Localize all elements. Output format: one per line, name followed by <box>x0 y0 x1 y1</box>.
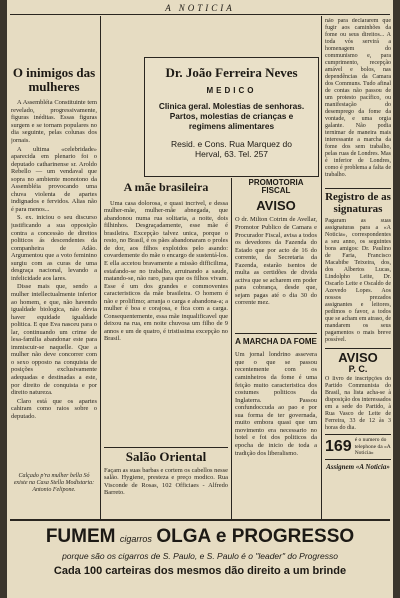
doctor-ad <box>144 57 319 177</box>
left-article-paragraph: A Assembléia Constituinte tem revelado, progressivamente, figuras inéditas. Essas figuras surgem e se tornam populares no dia seguinte, pelas colunas dos jornais. <box>11 99 97 145</box>
left-article-title: O inimigos das mulheres <box>12 65 96 94</box>
mae-article-paragraph: Uma casa dolorosa, e quasi incrivel, e dessa mulher-mãe, mulher-mãe abnegada, que abandonou numa rua solitaria, a noite, dois filhinhos. Desgraçadamente, esse mãe é brasileira. Excepção talvez unica, porque o resto, no Brasil, é os pães abandonaram o proles de dor, aos filhos exploidos pelo asando: covardemente do mãe o encargo de sustentá-los. E ella accetou bravamente a missão difficilima, estafando-se no trabalho, arruinando a saude, matando-se, não raro, para que os filhos vivam. Esse é um dos grandes e commoventes caracteristicos da mãe brasileira. O homem é não e prolifimo; arranja o carga e abandona-a; a mulher é boa e corajosa, e fica com a carga. Consequentemente, essa mãe inqualificavel que deixou na rua, em noite chuvosa um filho de 9 annos e um de quatro, é tristissima excepção no Brasil. <box>104 199 228 343</box>
assign-text: Assignem «A Noticia» <box>326 462 390 471</box>
left-article-paragraph: Disse mais que, sendo a mulher intellectualmente inferior ao homem, e que, não havendo igualdade biologica, não devia haver equidade igualdade politica. E que Eva nasceu para o lar, continuando um crime de lesa-familia abandonar este para immiscuir-se naquelle. Que a mulher não deve concorrer com o sexo opposto na conquista de posições exclusivamente adequadas e destinadas a este, por direito de conquista e por direito natureza. <box>11 283 97 397</box>
right-top-text: não para declararem que fugir aos caminhões da fome ou seus direitos... A toda vós servirá a homenagem do communismo e, para cumprimento, recepção amável e bolos, nas dependências da Camara dos Communs. Tudo afinal de contas não passou de um protesto pacífico, ou manifestação do desemprego da fome da vontade, e uma orgia galante. Não podia ternimar de maneira mais interessante a marcha da fome dos sem trabalho, pelas ruas de Londres. Mas é inferior de Londres, como é problema a falta de trabalho. <box>325 18 391 178</box>
left-article-footnote: Calçado p'ra mulher bella Só existe na Casa Stella Modistaria: Antonio Felipone. <box>13 473 95 493</box>
column-divider <box>321 16 322 521</box>
salao-body: Façam as suas barbas e cortem os cabellos nesse salão. Hygiene, presteza e preço modico. Rua Visconde de Rosas, 102 Officiaes - Alfredo Barreto. <box>104 466 228 497</box>
doctor-address: Resid. e Cons. Rua Marquez do Herval, 63. Tel. 257 <box>171 138 292 159</box>
bottom-ad-cigarros: cigarros <box>119 534 152 544</box>
doctor-specialty: Clinica geral. Molestias de senhoras. Partos, molestias de crianças e regimens alimentares <box>158 100 305 131</box>
bottom-ad-line3: Cada 100 carteiras dos mesmos dão direito a um brinde <box>53 565 347 577</box>
aviso-subtitle: P. C. <box>348 363 368 374</box>
registro-body: Pagaram as suas assignaturas para a «A Noticia», correspondentes a seu anno, os seguintes bons amigos: Dr. Paulino de Faria, Francisco Macabibe Teixeira, dos, dos Albertos Lucas, Lindolpho Leite, Dr. Oscarlo Leite e Oscaldo de Azevedo Lopes. Aos nossos prezados assignantes e leitores, pedimos o favor, a todos que se acham em atraso, de mandarem os seus pagamentos o mais breve possível. <box>325 218 391 344</box>
phone-notice <box>325 434 391 460</box>
registro-title: Registro de as signaturas <box>325 191 391 215</box>
left-article-paragraph: Claro está que os apartes cahiram como raios sobre o deputado. <box>11 397 97 420</box>
aviso-title: AVISO <box>338 350 378 366</box>
doctor-name: Dr. João Ferreira Neves <box>165 65 298 80</box>
phone-number: 169 <box>325 437 352 455</box>
promotoria-subtitle: AVISO <box>256 197 296 213</box>
promotoria-title: PROMOTORIA FISCAL <box>248 179 304 196</box>
top-rule <box>10 14 390 15</box>
right-rule <box>325 188 391 189</box>
marcha-rule <box>235 333 317 334</box>
masthead: A NOTICIA <box>165 3 235 13</box>
marcha-article <box>235 336 317 518</box>
mae-article-body <box>104 200 228 343</box>
mae-article-title: A mãe brasileira <box>123 180 209 194</box>
phone-text: é o numero do telephone da «A Noticia» <box>354 437 391 457</box>
aviso-body: O livro de inscripções do Partido Communista do Brasil, na lista acha-se à disposição dos interessados em a sede do Partido, à Rua Vasco de Leite de Ferreira, 33 de 12 às 3 horas do dia. <box>325 376 391 432</box>
promotoria-notice <box>235 179 317 329</box>
left-article-paragraph: S. ex. iniciou o seu discurso justificando a sua opposição contra a concessão de direitos politicos ás descendentes da companheira de Adão. Argumentou que a voto feminino surgiu com as curas de uma desgraça nacional, levando a infelicidade aos lares. <box>11 214 97 282</box>
doctor-role: MEDICO <box>206 85 257 95</box>
left-article <box>11 18 97 518</box>
left-article-paragraph: A ultima «celebridade» aparecida em plenario foi o deputado catharinense sr. Aroldo Rebello — um vendaval que sopra no ambiente monotono da Assembléia provocando uma chuva violenta de apartes indignados e fervidos. Alias não é para menos... <box>11 145 97 213</box>
marcha-body: Um jornal londrino assevera que o que se passou recentemente com os caminheiros da fome é uma feição muito caracteristica dos costumes politicos da Inglaterra. Passou confundoccuda ao pao e por sua forma de ter governada, muito embora quasi que um movimento era necessario no hotel e foi dos politicos da epocha de inicio de toda a tradição dos liberalismo. <box>235 351 317 457</box>
marcha-title: A MARCHA DA FOME <box>235 337 317 346</box>
salao-rule <box>104 447 228 448</box>
bottom-advertisement <box>7 521 393 598</box>
salao-title: Salão Oriental <box>125 450 207 464</box>
column-divider <box>231 178 232 521</box>
right-column <box>325 18 391 518</box>
bottom-ad-line1 <box>7 526 393 548</box>
bottom-ad-fumem: FUMEM <box>45 526 116 547</box>
bottom-ad-brands: OLGA e PROGRESSO <box>156 526 355 547</box>
column-divider <box>100 16 101 521</box>
left-article-body <box>11 99 97 420</box>
newspaper-page <box>7 0 393 598</box>
bottom-ad-line2: porque são os cigarros de S. Paulo, e S. Paulo é o "leader" do Progresso <box>62 551 338 561</box>
promotoria-body: O dr. Milton Cotrim de Avellar, Promotor Publico de Camara e Procurador Fiscal, avisa a todos os devedores da Fazenda do Estado que por acto de 16 do corrente, da Secretaria da Fazenda, estarão isentos de multa as certidões de divida activa que se acharem em poder para cobrança, desde que, sejam pagas até o dia 30 do corrente mez. <box>235 216 317 307</box>
salao-ad <box>104 450 228 518</box>
right-rule <box>325 348 391 349</box>
